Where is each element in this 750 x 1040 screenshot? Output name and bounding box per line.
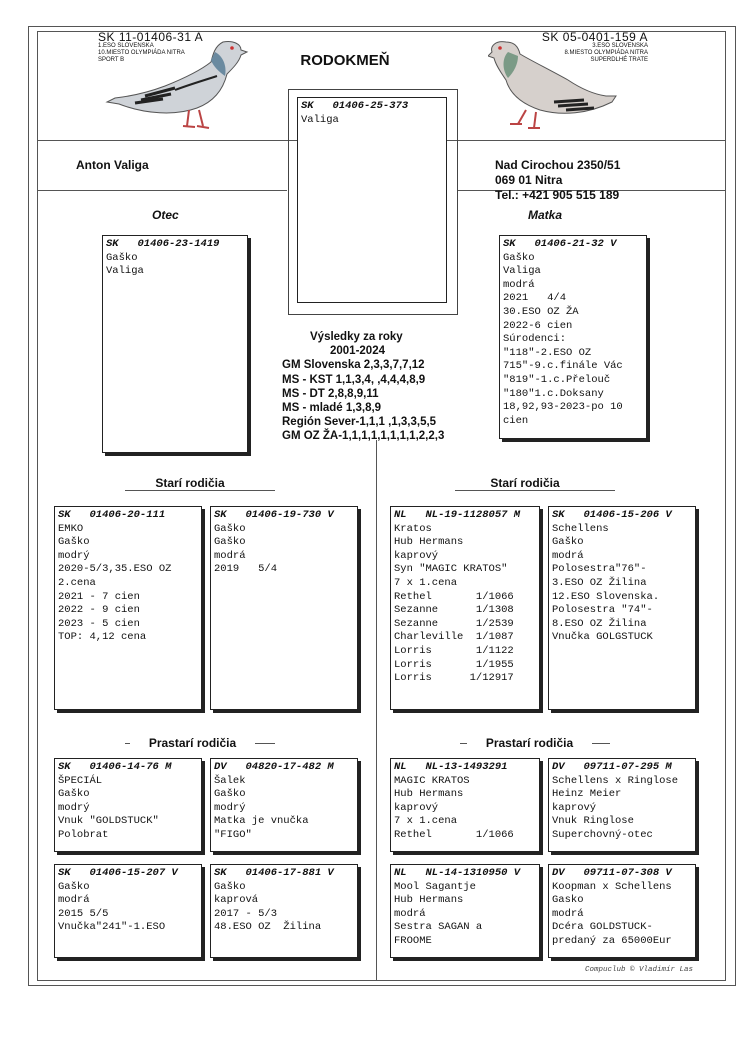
grandparent-line: 2022 - 9 cien — [58, 604, 140, 617]
results-years: 2001-2024 — [330, 345, 385, 358]
mother-line: modrá — [503, 278, 535, 291]
grandparent-line: 2019 5/4 — [214, 563, 278, 576]
greatgrandparent-line: Matka je vnučka — [214, 815, 309, 828]
grandparent-line: modrý — [58, 549, 90, 562]
grandparent-line: 2021 - 7 cien — [58, 590, 140, 603]
greatgrandparent-card — [210, 864, 358, 958]
greatgrandparent-line: Hub Hermans — [394, 894, 464, 907]
greatgrandparent-line: Rethel 1/1066 — [394, 828, 514, 841]
greatgrandparent-card — [54, 758, 202, 852]
grandparent-line: Gaško — [552, 536, 584, 549]
results-row: GM Slovenska 2,3,3,7,7,12 — [282, 359, 425, 372]
grandparent-line: Schellens — [552, 522, 609, 535]
father-line: Valiga — [106, 265, 144, 278]
greatgrandparent-line: Dcéra GOLDSTUCK- — [552, 921, 653, 934]
greatgrandparent-card — [210, 758, 358, 852]
mother-line: "180"1.c.Doksany — [503, 387, 604, 400]
greatgrandparent-line: ŠPECIÁL — [58, 774, 103, 787]
greatgrandparent-line: Vnuk Ringlose — [552, 815, 634, 828]
left-pigeon-image — [105, 30, 250, 138]
grandparent-line: Lorris 1/1122 — [394, 644, 514, 657]
greatgrandparent-line: FROOME — [394, 934, 432, 947]
greatgrandparent-line: modrý — [58, 801, 90, 814]
greatgrandparent-line: 48.ESO OZ Žilina — [214, 921, 322, 934]
grandparent-line: 12.ESO Slovenska. — [552, 590, 660, 603]
greatgrandparent-line: Hub Hermans — [394, 788, 464, 801]
greatgrandparent-line: modrý — [214, 801, 246, 814]
owner-phone: Tel.: +421 905 515 189 — [495, 188, 620, 202]
father-label: Otec — [152, 208, 179, 222]
greatgrandparent-line: Gaško — [214, 880, 246, 893]
greatgrandparent-line: Gaško — [214, 788, 246, 801]
greatgrandparent-line: MAGIC KRATOS — [394, 774, 470, 787]
right-ring-line: 8.MIESTO OLYMPIÁDA NITRA — [564, 50, 648, 56]
results-row: Región Sever-1,1,1 ,1,3,3,5,5 — [282, 416, 437, 429]
results-row: GM OZ ŽA-1,1,1,1,1,1,1,1,2,2,3 — [282, 430, 445, 443]
greatgrandparent-line: Vnuk "GOLDSTUCK" — [58, 815, 159, 828]
grandparent-card — [54, 506, 202, 710]
subject-card — [297, 97, 447, 303]
results-block — [282, 330, 482, 444]
grandparent-ring: SK 01406-15-206 V — [552, 509, 672, 521]
grandparents-right-rule — [455, 490, 615, 491]
grandparent-line: Hub Hermans — [394, 536, 464, 549]
mother-line: Gaško — [503, 251, 535, 264]
greatgrandparent-ring: DV 09711-07-308 V — [552, 867, 672, 879]
father-line: Gaško — [106, 251, 138, 264]
owner-divider-left — [37, 190, 287, 191]
greatgrandparent-ring: SK 01406-14-76 M — [58, 761, 172, 773]
greatgrandparent-card — [390, 864, 540, 958]
left-ring-line: 10.MIESTO OLYMPIÁDA NITRA — [98, 50, 185, 56]
right-ring-line: 3.ESO SLOVENSKA — [592, 43, 648, 49]
grandparent-card — [210, 506, 358, 710]
grandparent-line: Polosestra"76"- — [552, 563, 647, 576]
right-ring-code: SK 05-0401-159 A — [541, 30, 648, 44]
greatgrand-right-title: Prastarí rodičia — [467, 736, 592, 750]
greatgrandparent-line: kaprová — [214, 894, 259, 907]
greatgrandparent-card — [390, 758, 540, 852]
grandparent-line: TOP: 4,12 cena — [58, 631, 147, 644]
results-row: MS - DT 2,8,8,9,11 — [282, 387, 379, 400]
greatgrandparent-line: Heinz Meier — [552, 788, 622, 801]
greatgrandparent-line: Vnučka"241"-1.ESO — [58, 921, 166, 934]
grandparent-line: Lorris 1/12917 — [394, 672, 514, 685]
greatgrandparent-card — [54, 864, 202, 958]
results-row: MS - KST 1,1,3,4, ,4,4,4,8,9 — [282, 373, 426, 386]
results-title: Výsledky za roky — [310, 331, 403, 343]
subject-ring: SK 01406-25-373 — [301, 100, 409, 112]
greatgrandparent-line: 2017 - 5/3 — [214, 907, 278, 920]
greatgrandparent-card — [548, 758, 696, 852]
mother-line: Súrodenci: — [503, 333, 567, 346]
owner-name: Anton Valiga — [76, 158, 149, 172]
greatgrandparent-line: Mool Sagantje — [394, 880, 476, 893]
grandparent-line: 2020-5/3,35.ESO OZ — [58, 563, 172, 576]
grandparent-line: Lorris 1/1955 — [394, 658, 514, 671]
subject-line: Valiga — [301, 113, 339, 126]
greatgrandparent-line: Koopman x Schellens — [552, 880, 672, 893]
left-ring-line: 1.ESO SLOVENSKA — [98, 43, 154, 49]
greatgrandparent-line: Šalek — [214, 774, 246, 787]
mother-line: 18,92,93-2023-po 10 — [503, 401, 623, 414]
greatgrandparent-line: modrá — [552, 907, 584, 920]
page-title: RODOKMEŇ — [300, 52, 390, 69]
mother-line: cien — [503, 414, 529, 427]
grandparent-line: modrá — [214, 549, 246, 562]
greatgrandparent-line: Gaško — [58, 788, 90, 801]
greatgrandparent-line: kaprový — [552, 801, 597, 814]
greatgrandparent-line: Polobrat — [58, 828, 109, 841]
mother-line: 2022-6 cien — [503, 319, 573, 332]
greatgrandparent-ring: SK 01406-17-881 V — [214, 867, 334, 879]
grandparent-line: Sezanne 1/2539 — [394, 617, 514, 630]
center-divider — [376, 440, 377, 980]
grandparents-left-rule — [125, 490, 275, 491]
grandparent-line: Gaško — [214, 522, 246, 535]
grandparent-ring: SK 01406-19-730 V — [214, 509, 334, 521]
grandparent-line: Polosestra "74"- — [552, 604, 653, 617]
grandparent-line: 2023 - 5 cien — [58, 617, 140, 630]
greatgrandparent-line: modrá — [58, 894, 90, 907]
greatgrandparent-line: modrá — [394, 907, 426, 920]
grandparent-ring: SK 01406-20-111 — [58, 509, 166, 521]
grandparent-line: 2.cena — [58, 576, 96, 589]
greatgrandparent-line: Gaško — [58, 880, 90, 893]
greatgrandparent-line: Sestra SAGAN a — [394, 921, 483, 934]
grandparent-card — [390, 506, 540, 710]
grandparent-card — [548, 506, 696, 710]
grandparent-line: modrá — [552, 549, 584, 562]
mother-card — [499, 235, 647, 439]
grandparent-line: Charleville 1/1087 — [394, 631, 514, 644]
grandparent-line: Rethel 1/1066 — [394, 590, 514, 603]
greatgrandparent-line: 2015 5/5 — [58, 907, 109, 920]
greatgrandparent-line: Superchovný-otec — [552, 828, 653, 841]
footer-credit: Compuclub © Vladimír Las — [585, 966, 694, 974]
grandparents-left-title: Starí rodičia — [125, 476, 255, 490]
grandparent-line: Gaško — [58, 536, 90, 549]
father-card — [102, 235, 248, 453]
grandparent-line: Gaško — [214, 536, 246, 549]
greatgrandparent-line: kaprový — [394, 801, 439, 814]
greatgrandparent-card — [548, 864, 696, 958]
owner-address — [495, 158, 620, 203]
grandparent-line: Syn "MAGIC KRATOS" — [394, 563, 508, 576]
greatgrand-left-title: Prastarí rodičia — [130, 736, 255, 750]
grandparent-line: 8.ESO OZ Žilina — [552, 617, 647, 630]
grandparent-line: Vnučka GOLGSTUCK — [552, 631, 653, 644]
grandparent-line: Sezanne 1/1308 — [394, 604, 514, 617]
mother-line: 715"-9.c.finále Vác — [503, 360, 623, 373]
grandparent-line: kaprový — [394, 549, 439, 562]
right-ring-line: SUPERDLHÉ TRATE — [590, 57, 648, 63]
grandparent-line: 7 x 1.cena — [394, 576, 458, 589]
grandparent-line: 3.ESO OZ Žilina — [552, 576, 647, 589]
mother-label: Matka — [528, 208, 563, 222]
greatgrandparent-ring: NL NL-14-1310950 V — [394, 867, 521, 879]
grandparent-ring: NL NL-19-1128057 M — [394, 509, 521, 521]
greatgrandparent-ring: SK 01406-15-207 V — [58, 867, 178, 879]
greatgrandparent-line: "FIGO" — [214, 828, 252, 841]
owner-address-city: 069 01 Nitra — [495, 173, 563, 187]
mother-ring: SK 01406-21-32 V — [503, 238, 617, 250]
grandparents-right-title: Starí rodičia — [460, 476, 590, 490]
greatgrandparent-ring: NL NL-13-1493291 — [394, 761, 508, 773]
left-ring-line: SPORT B — [98, 57, 125, 63]
mother-line: 30.ESO OZ ŽA — [503, 305, 579, 318]
left-ring-code: SK 11-01406-31 A — [98, 30, 204, 44]
mother-line: Valiga — [503, 265, 541, 278]
greatgrandparent-line: predaný za 65000Eur — [552, 934, 672, 947]
owner-address-street: Nad Cirochou 2350/51 — [495, 158, 621, 172]
grandparent-line: EMKO — [58, 522, 84, 535]
greatgrandparent-line: 7 x 1.cena — [394, 815, 458, 828]
greatgrandparent-ring: DV 09711-07-295 M — [552, 761, 672, 773]
mother-line: "118"-2.ESO OZ — [503, 346, 592, 359]
greatgrandparent-line: Schellens x Ringlose — [552, 774, 679, 787]
mother-line: "819"-1.c.Přelouč — [503, 373, 611, 386]
father-ring: SK 01406-23-1419 — [106, 238, 220, 250]
results-row: MS - mladé 1,3,8,9 — [282, 402, 382, 415]
grandparent-line: Kratos — [394, 522, 432, 535]
right-pigeon-image — [488, 32, 618, 138]
greatgrandparent-line: Gasko — [552, 894, 584, 907]
mother-line: 2021 4/4 — [503, 292, 567, 305]
greatgrandparent-ring: DV 04820-17-482 M — [214, 761, 334, 773]
